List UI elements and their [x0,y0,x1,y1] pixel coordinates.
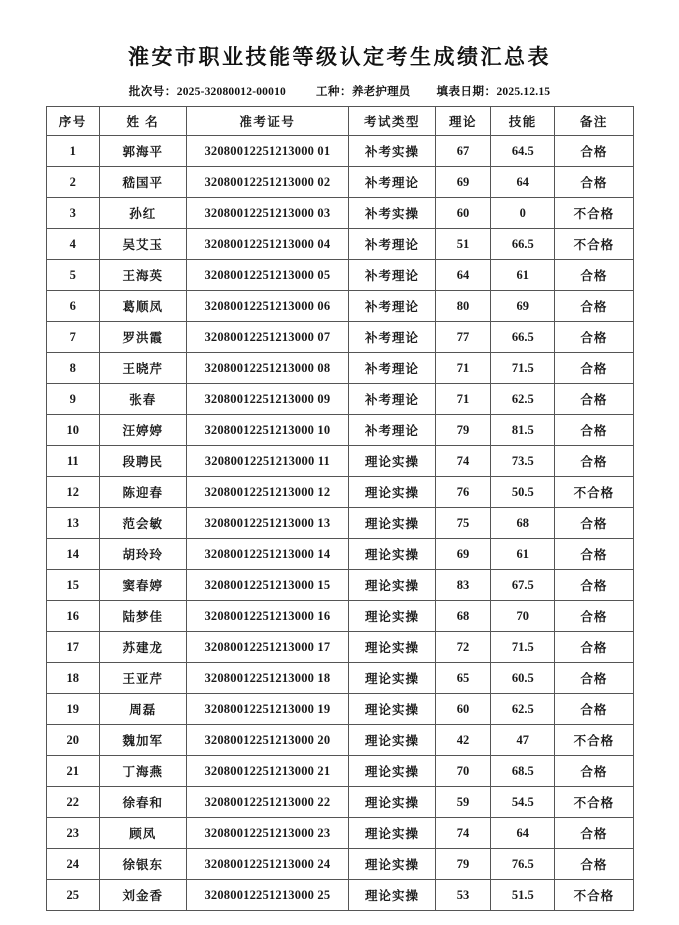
table-body [46,136,633,911]
col-header-type: 考试类型 [349,107,436,136]
cell-skill-score: 71.5 [491,632,555,663]
cell-exam-type: 理论实操 [349,446,436,477]
table-row [46,136,633,167]
cell-name: 陆梦佳 [100,601,187,632]
batch-number-value: 2025-32080012-00010 [176,86,286,99]
table-row [46,601,633,632]
table-row [46,880,633,911]
cell-remark: 合格 [555,601,633,632]
table-row [46,539,633,570]
cell-name: 丁海燕 [100,756,187,787]
cell-exam-type: 补考理论 [349,291,436,322]
cell-skill-score: 61 [491,260,555,291]
cell-index: 17 [46,632,100,663]
cell-theory-score: 75 [435,508,491,539]
cell-ticket: 32080012251213000 08 [186,353,349,384]
cell-skill-score: 47 [491,725,555,756]
cell-index: 8 [46,353,100,384]
cell-remark: 不合格 [555,787,633,818]
table-row [46,849,633,880]
cell-ticket: 32080012251213000 05 [186,260,349,291]
cell-name: 魏加军 [100,725,187,756]
cell-name: 刘金香 [100,880,187,911]
cell-remark: 不合格 [555,725,633,756]
cell-theory-score: 79 [435,849,491,880]
cell-skill-score: 81.5 [491,415,555,446]
cell-theory-score: 69 [435,539,491,570]
cell-remark: 不合格 [555,880,633,911]
cell-ticket: 32080012251213000 18 [186,663,349,694]
cell-name: 王亚芹 [100,663,187,694]
cell-ticket: 32080012251213000 06 [186,291,349,322]
cell-exam-type: 补考理论 [349,353,436,384]
cell-theory-score: 67 [435,136,491,167]
cell-name: 范会敏 [100,508,187,539]
cell-name: 陈迎春 [100,477,187,508]
cell-name: 顾凤 [100,818,187,849]
fill-date [436,83,550,99]
cell-name: 段聘民 [100,446,187,477]
cell-ticket: 32080012251213000 07 [186,322,349,353]
cell-remark: 合格 [555,756,633,787]
cell-remark: 不合格 [555,229,633,260]
table-row [46,477,633,508]
table-row [46,725,633,756]
cell-index: 24 [46,849,100,880]
cell-index: 22 [46,787,100,818]
cell-exam-type: 补考实操 [349,198,436,229]
cell-ticket: 32080012251213000 12 [186,477,349,508]
cell-index: 5 [46,260,100,291]
table-row [46,322,633,353]
cell-name: 周磊 [100,694,187,725]
table-row [46,756,633,787]
col-header-name: 姓 名 [100,107,187,136]
cell-remark: 合格 [555,167,633,198]
batch-number-label: 批次号： [128,86,177,99]
cell-remark: 合格 [555,539,633,570]
cell-remark: 合格 [555,384,633,415]
cell-theory-score: 71 [435,384,491,415]
cell-exam-type: 补考理论 [349,229,436,260]
cell-name: 徐银东 [100,849,187,880]
cell-exam-type: 理论实操 [349,849,436,880]
cell-remark: 合格 [555,694,633,725]
cell-theory-score: 69 [435,167,491,198]
cell-ticket: 32080012251213000 10 [186,415,349,446]
cell-theory-score: 83 [435,570,491,601]
cell-skill-score: 64 [491,818,555,849]
cell-index: 16 [46,601,100,632]
cell-ticket: 32080012251213000 16 [186,601,349,632]
fill-date-value: 2025.12.15 [496,86,551,99]
cell-exam-type: 理论实操 [349,787,436,818]
page-title: 淮安市职业技能等级认定考生成绩汇总表 [128,45,551,69]
cell-remark: 合格 [555,570,633,601]
col-header-theory: 理论 [435,107,491,136]
cell-exam-type: 理论实操 [349,570,436,601]
cell-skill-score: 51.5 [491,880,555,911]
table-row [46,446,633,477]
table-row [46,198,633,229]
cell-theory-score: 76 [435,477,491,508]
occupation [316,83,411,99]
table-row [46,694,633,725]
scores-table [46,106,634,911]
cell-remark: 合格 [555,818,633,849]
cell-theory-score: 72 [435,632,491,663]
cell-index: 21 [46,756,100,787]
cell-remark: 合格 [555,136,633,167]
table-row [46,229,633,260]
col-header-ticket: 准考证号 [186,107,349,136]
cell-remark: 合格 [555,415,633,446]
cell-exam-type: 理论实操 [349,632,436,663]
cell-ticket: 32080012251213000 11 [186,446,349,477]
cell-remark: 合格 [555,508,633,539]
cell-theory-score: 64 [435,260,491,291]
cell-ticket: 32080012251213000 13 [186,508,349,539]
cell-exam-type: 理论实操 [349,725,436,756]
cell-skill-score: 64.5 [491,136,555,167]
cell-ticket: 32080012251213000 25 [186,880,349,911]
cell-exam-type: 理论实操 [349,477,436,508]
table-row [46,663,633,694]
cell-theory-score: 59 [435,787,491,818]
cell-remark: 合格 [555,291,633,322]
cell-ticket: 32080012251213000 22 [186,787,349,818]
cell-index: 14 [46,539,100,570]
cell-name: 吴艾玉 [100,229,187,260]
cell-name: 葛顺凤 [100,291,187,322]
table-row [46,632,633,663]
cell-index: 15 [46,570,100,601]
cell-theory-score: 80 [435,291,491,322]
cell-skill-score: 71.5 [491,353,555,384]
cell-skill-score: 60.5 [491,663,555,694]
cell-index: 4 [46,229,100,260]
cell-theory-score: 60 [435,198,491,229]
cell-remark: 合格 [555,446,633,477]
cell-theory-score: 68 [435,601,491,632]
cell-index: 10 [46,415,100,446]
cell-name: 嵇国平 [100,167,187,198]
cell-skill-score: 54.5 [491,787,555,818]
cell-skill-score: 62.5 [491,384,555,415]
cell-skill-score: 73.5 [491,446,555,477]
cell-index: 25 [46,880,100,911]
cell-theory-score: 71 [435,353,491,384]
cell-exam-type: 补考理论 [349,260,436,291]
cell-exam-type: 补考理论 [349,167,436,198]
cell-index: 13 [46,508,100,539]
cell-theory-score: 65 [435,663,491,694]
cell-exam-type: 理论实操 [349,756,436,787]
cell-skill-score: 67.5 [491,570,555,601]
cell-index: 3 [46,198,100,229]
cell-index: 23 [46,818,100,849]
cell-theory-score: 70 [435,756,491,787]
cell-remark: 合格 [555,322,633,353]
cell-theory-score: 74 [435,446,491,477]
cell-index: 11 [46,446,100,477]
cell-theory-score: 51 [435,229,491,260]
cell-remark: 不合格 [555,198,633,229]
cell-ticket: 32080012251213000 20 [186,725,349,756]
cell-remark: 合格 [555,353,633,384]
cell-skill-score: 68.5 [491,756,555,787]
table-row [46,353,633,384]
cell-theory-score: 53 [435,880,491,911]
cell-skill-score: 66.5 [491,322,555,353]
occupation-value: 养老护理员 [351,86,411,99]
cell-skill-score: 68 [491,508,555,539]
cell-name: 徐春和 [100,787,187,818]
fill-date-label: 填表日期： [436,86,497,99]
cell-name: 窦春婷 [100,570,187,601]
table-row [46,787,633,818]
document-meta [0,83,679,99]
cell-index: 9 [46,384,100,415]
cell-remark: 合格 [555,260,633,291]
cell-index: 2 [46,167,100,198]
cell-name: 胡玲玲 [100,539,187,570]
cell-ticket: 32080012251213000 04 [186,229,349,260]
cell-exam-type: 理论实操 [349,880,436,911]
batch-number [129,83,286,99]
cell-ticket: 32080012251213000 17 [186,632,349,663]
cell-name: 张春 [100,384,187,415]
cell-ticket: 32080012251213000 02 [186,167,349,198]
cell-skill-score: 66.5 [491,229,555,260]
table-row [46,260,633,291]
cell-name: 郭海平 [100,136,187,167]
cell-exam-type: 理论实操 [349,601,436,632]
cell-skill-score: 69 [491,291,555,322]
cell-remark: 合格 [555,663,633,694]
cell-exam-type: 补考理论 [349,415,436,446]
cell-ticket: 32080012251213000 15 [186,570,349,601]
cell-exam-type: 补考实操 [349,136,436,167]
cell-exam-type: 理论实操 [349,694,436,725]
cell-index: 12 [46,477,100,508]
cell-ticket: 32080012251213000 24 [186,849,349,880]
cell-name: 王海英 [100,260,187,291]
cell-name: 孙红 [100,198,187,229]
cell-remark: 合格 [555,632,633,663]
cell-skill-score: 50.5 [491,477,555,508]
cell-theory-score: 77 [435,322,491,353]
cell-skill-score: 70 [491,601,555,632]
cell-name: 罗洪霞 [100,322,187,353]
cell-theory-score: 79 [435,415,491,446]
cell-skill-score: 0 [491,198,555,229]
cell-ticket: 32080012251213000 23 [186,818,349,849]
table-row [46,818,633,849]
table-row [46,415,633,446]
cell-ticket: 32080012251213000 19 [186,694,349,725]
table-row [46,291,633,322]
col-header-remark: 备注 [555,107,633,136]
cell-exam-type: 补考理论 [349,384,436,415]
cell-exam-type: 理论实操 [349,818,436,849]
cell-ticket: 32080012251213000 09 [186,384,349,415]
cell-name: 汪婷婷 [100,415,187,446]
cell-theory-score: 60 [435,694,491,725]
occupation-label: 工种： [315,86,352,99]
cell-theory-score: 42 [435,725,491,756]
cell-index: 19 [46,694,100,725]
cell-exam-type: 理论实操 [349,508,436,539]
cell-exam-type: 补考理论 [349,322,436,353]
cell-ticket: 32080012251213000 03 [186,198,349,229]
cell-skill-score: 62.5 [491,694,555,725]
cell-skill-score: 76.5 [491,849,555,880]
cell-ticket: 32080012251213000 14 [186,539,349,570]
cell-skill-score: 61 [491,539,555,570]
cell-name: 苏建龙 [100,632,187,663]
cell-index: 18 [46,663,100,694]
cell-name: 王晓芹 [100,353,187,384]
cell-ticket: 32080012251213000 01 [186,136,349,167]
cell-skill-score: 64 [491,167,555,198]
col-header-index: 序号 [46,107,100,136]
cell-exam-type: 理论实操 [349,663,436,694]
cell-exam-type: 理论实操 [349,539,436,570]
table-row [46,508,633,539]
cell-index: 20 [46,725,100,756]
col-header-skill: 技能 [491,107,555,136]
table-row [46,167,633,198]
cell-theory-score: 74 [435,818,491,849]
cell-remark: 合格 [555,849,633,880]
cell-index: 7 [46,322,100,353]
table-row [46,384,633,415]
cell-index: 1 [46,136,100,167]
table-header-row [46,107,633,136]
cell-remark: 不合格 [555,477,633,508]
table-row [46,570,633,601]
cell-ticket: 32080012251213000 21 [186,756,349,787]
cell-index: 6 [46,291,100,322]
